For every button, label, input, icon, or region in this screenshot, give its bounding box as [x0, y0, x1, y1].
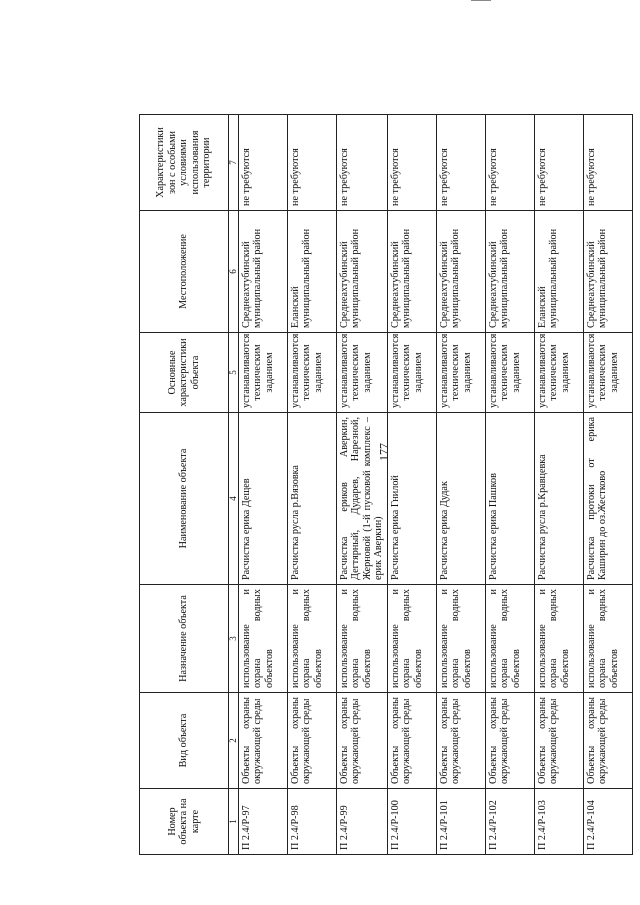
object-type-cell: Объекты охраны окружающей среды: [485, 693, 534, 789]
object-location-cell: Среднеахтубинский муниципальный район: [387, 211, 436, 333]
column-number: 7: [229, 115, 239, 211]
object-number-cell: П 2.4/Р-100: [387, 789, 436, 855]
object-number-cell: П 2.4/Р-102: [485, 789, 534, 855]
object-purpose-cell: использование и охрана водных объектов: [485, 585, 534, 693]
column-number-row: [229, 115, 239, 855]
object-purpose-cell: использование и охрана водных объектов: [583, 585, 632, 693]
object-location-cell: Среднеахтубинский муниципальный район: [239, 211, 288, 333]
object-purpose-cell: использование и охрана водных объектов: [337, 585, 388, 693]
object-purpose-cell: использование и охрана водных объектов: [534, 585, 583, 693]
object-number-cell: П 2.4/Р-98: [288, 789, 337, 855]
object-location-cell: Среднеахтубинский муниципальный район: [485, 211, 534, 333]
zone-characteristics-cell: не требуются: [239, 115, 288, 211]
header-cell-purpose: Назначение объекта: [140, 585, 229, 693]
table-body: [239, 115, 633, 855]
object-purpose-cell: использование и охрана водных объектов: [436, 585, 485, 693]
object-number-cell: П 2.4/Р-104: [583, 789, 632, 855]
table-row: [485, 115, 534, 855]
table-row: [337, 115, 388, 855]
object-purpose-cell: использование и охрана водных объектов: [387, 585, 436, 693]
zone-characteristics-cell: не требуются: [583, 115, 632, 211]
object-number-cell: П 2.4/Р-103: [534, 789, 583, 855]
table-row: [436, 115, 485, 855]
zone-characteristics-cell: не требуются: [485, 115, 534, 211]
object-type-cell: Объекты охраны окружающей среды: [239, 693, 288, 789]
header-cell-number: Номер объекта на карте: [140, 789, 229, 855]
object-number-cell: П 2.4/Р-101: [436, 789, 485, 855]
object-characteristics-cell: устанавливаются техническим заданием: [436, 333, 485, 413]
table-row: [534, 115, 583, 855]
object-purpose-cell: использование и охрана водных объектов: [239, 585, 288, 693]
rotated-table-container: [139, 115, 636, 855]
object-characteristics-cell: устанавливаются техническим заданием: [288, 333, 337, 413]
object-characteristics-cell: устанавливаются техническим заданием: [387, 333, 436, 413]
column-number: 2: [229, 693, 239, 789]
zone-characteristics-cell: не требуются: [337, 115, 388, 211]
object-location-cell: Еланский муниципальный район: [534, 211, 583, 333]
table-row: [583, 115, 632, 855]
object-type-cell: Объекты охраны окружающей среды: [337, 693, 388, 789]
page-number: 177: [376, 443, 391, 461]
object-name-cell: Расчистка ерика Пашков: [485, 413, 534, 585]
zone-characteristics-cell: не требуются: [387, 115, 436, 211]
column-number: 3: [229, 585, 239, 693]
object-characteristics-cell: устанавливаются техническим заданием: [239, 333, 288, 413]
column-number: 1: [229, 789, 239, 855]
object-characteristics-cell: устанавливаются техническим заданием: [583, 333, 632, 413]
column-number: 5: [229, 333, 239, 413]
table-row: [288, 115, 337, 855]
object-type-cell: Объекты охраны окружающей среды: [288, 693, 337, 789]
object-name-cell: Расчистка протоки от ерика Каширин до оз.Жестково: [583, 413, 632, 585]
object-name-cell: Расчистка ерика Гнилой: [387, 413, 436, 585]
scan-edge-mark: [471, 0, 491, 1]
column-number: 6: [229, 211, 239, 333]
column-number: 4: [229, 413, 239, 585]
header-cell-type: Вид объекта: [140, 693, 229, 789]
zone-characteristics-cell: не требуются: [288, 115, 337, 211]
object-name-cell: Расчистка ериков Аверкин, Дегтярный, Дударев, Нарезной, Жерновой (1-й пусковой комплекс – ерик Аверкин): [337, 413, 388, 585]
object-type-cell: Объекты охраны окружающей среды: [436, 693, 485, 789]
object-name-cell: Расчистка русла р.Вязовка: [288, 413, 337, 585]
zone-characteristics-cell: не требуются: [436, 115, 485, 211]
object-number-cell: П 2.4/Р-97: [239, 789, 288, 855]
header-cell-characteristics: Основные характеристики объекта: [140, 333, 229, 413]
object-location-cell: Среднеахтубинский муниципальный район: [436, 211, 485, 333]
table-row: [239, 115, 288, 855]
object-characteristics-cell: устанавливаются техническим заданием: [534, 333, 583, 413]
object-location-cell: Среднеахтубинский муниципальный район: [337, 211, 388, 333]
object-number-cell: П 2.4/Р-99: [337, 789, 388, 855]
object-type-cell: Объекты охраны окружающей среды: [534, 693, 583, 789]
header-cell-zones: Характеристики зон с особыми условиями использования территории: [140, 115, 229, 211]
object-characteristics-cell: устанавливаются техническим заданием: [337, 333, 388, 413]
object-name-cell: Расчистка ерика Дещев: [239, 413, 288, 585]
objects-table: [139, 114, 633, 855]
header-row: [140, 115, 229, 855]
object-name-cell: Расчистка ерика Дудак: [436, 413, 485, 585]
header-cell-name: Наименование объекта: [140, 413, 229, 585]
zone-characteristics-cell: не требуются: [534, 115, 583, 211]
object-characteristics-cell: устанавливаются техническим заданием: [485, 333, 534, 413]
table-row: [387, 115, 436, 855]
object-type-cell: Объекты охраны окружающей среды: [387, 693, 436, 789]
header-cell-location: Местоположение: [140, 211, 229, 333]
object-purpose-cell: использование и охрана водных объектов: [288, 585, 337, 693]
object-name-cell: Расчистка русла р.Кравцевка: [534, 413, 583, 585]
object-location-cell: Еланский муниципальный район: [288, 211, 337, 333]
object-location-cell: Среднеахтубинский муниципальный район: [583, 211, 632, 333]
object-type-cell: Объекты охраны окружающей среды: [583, 693, 632, 789]
